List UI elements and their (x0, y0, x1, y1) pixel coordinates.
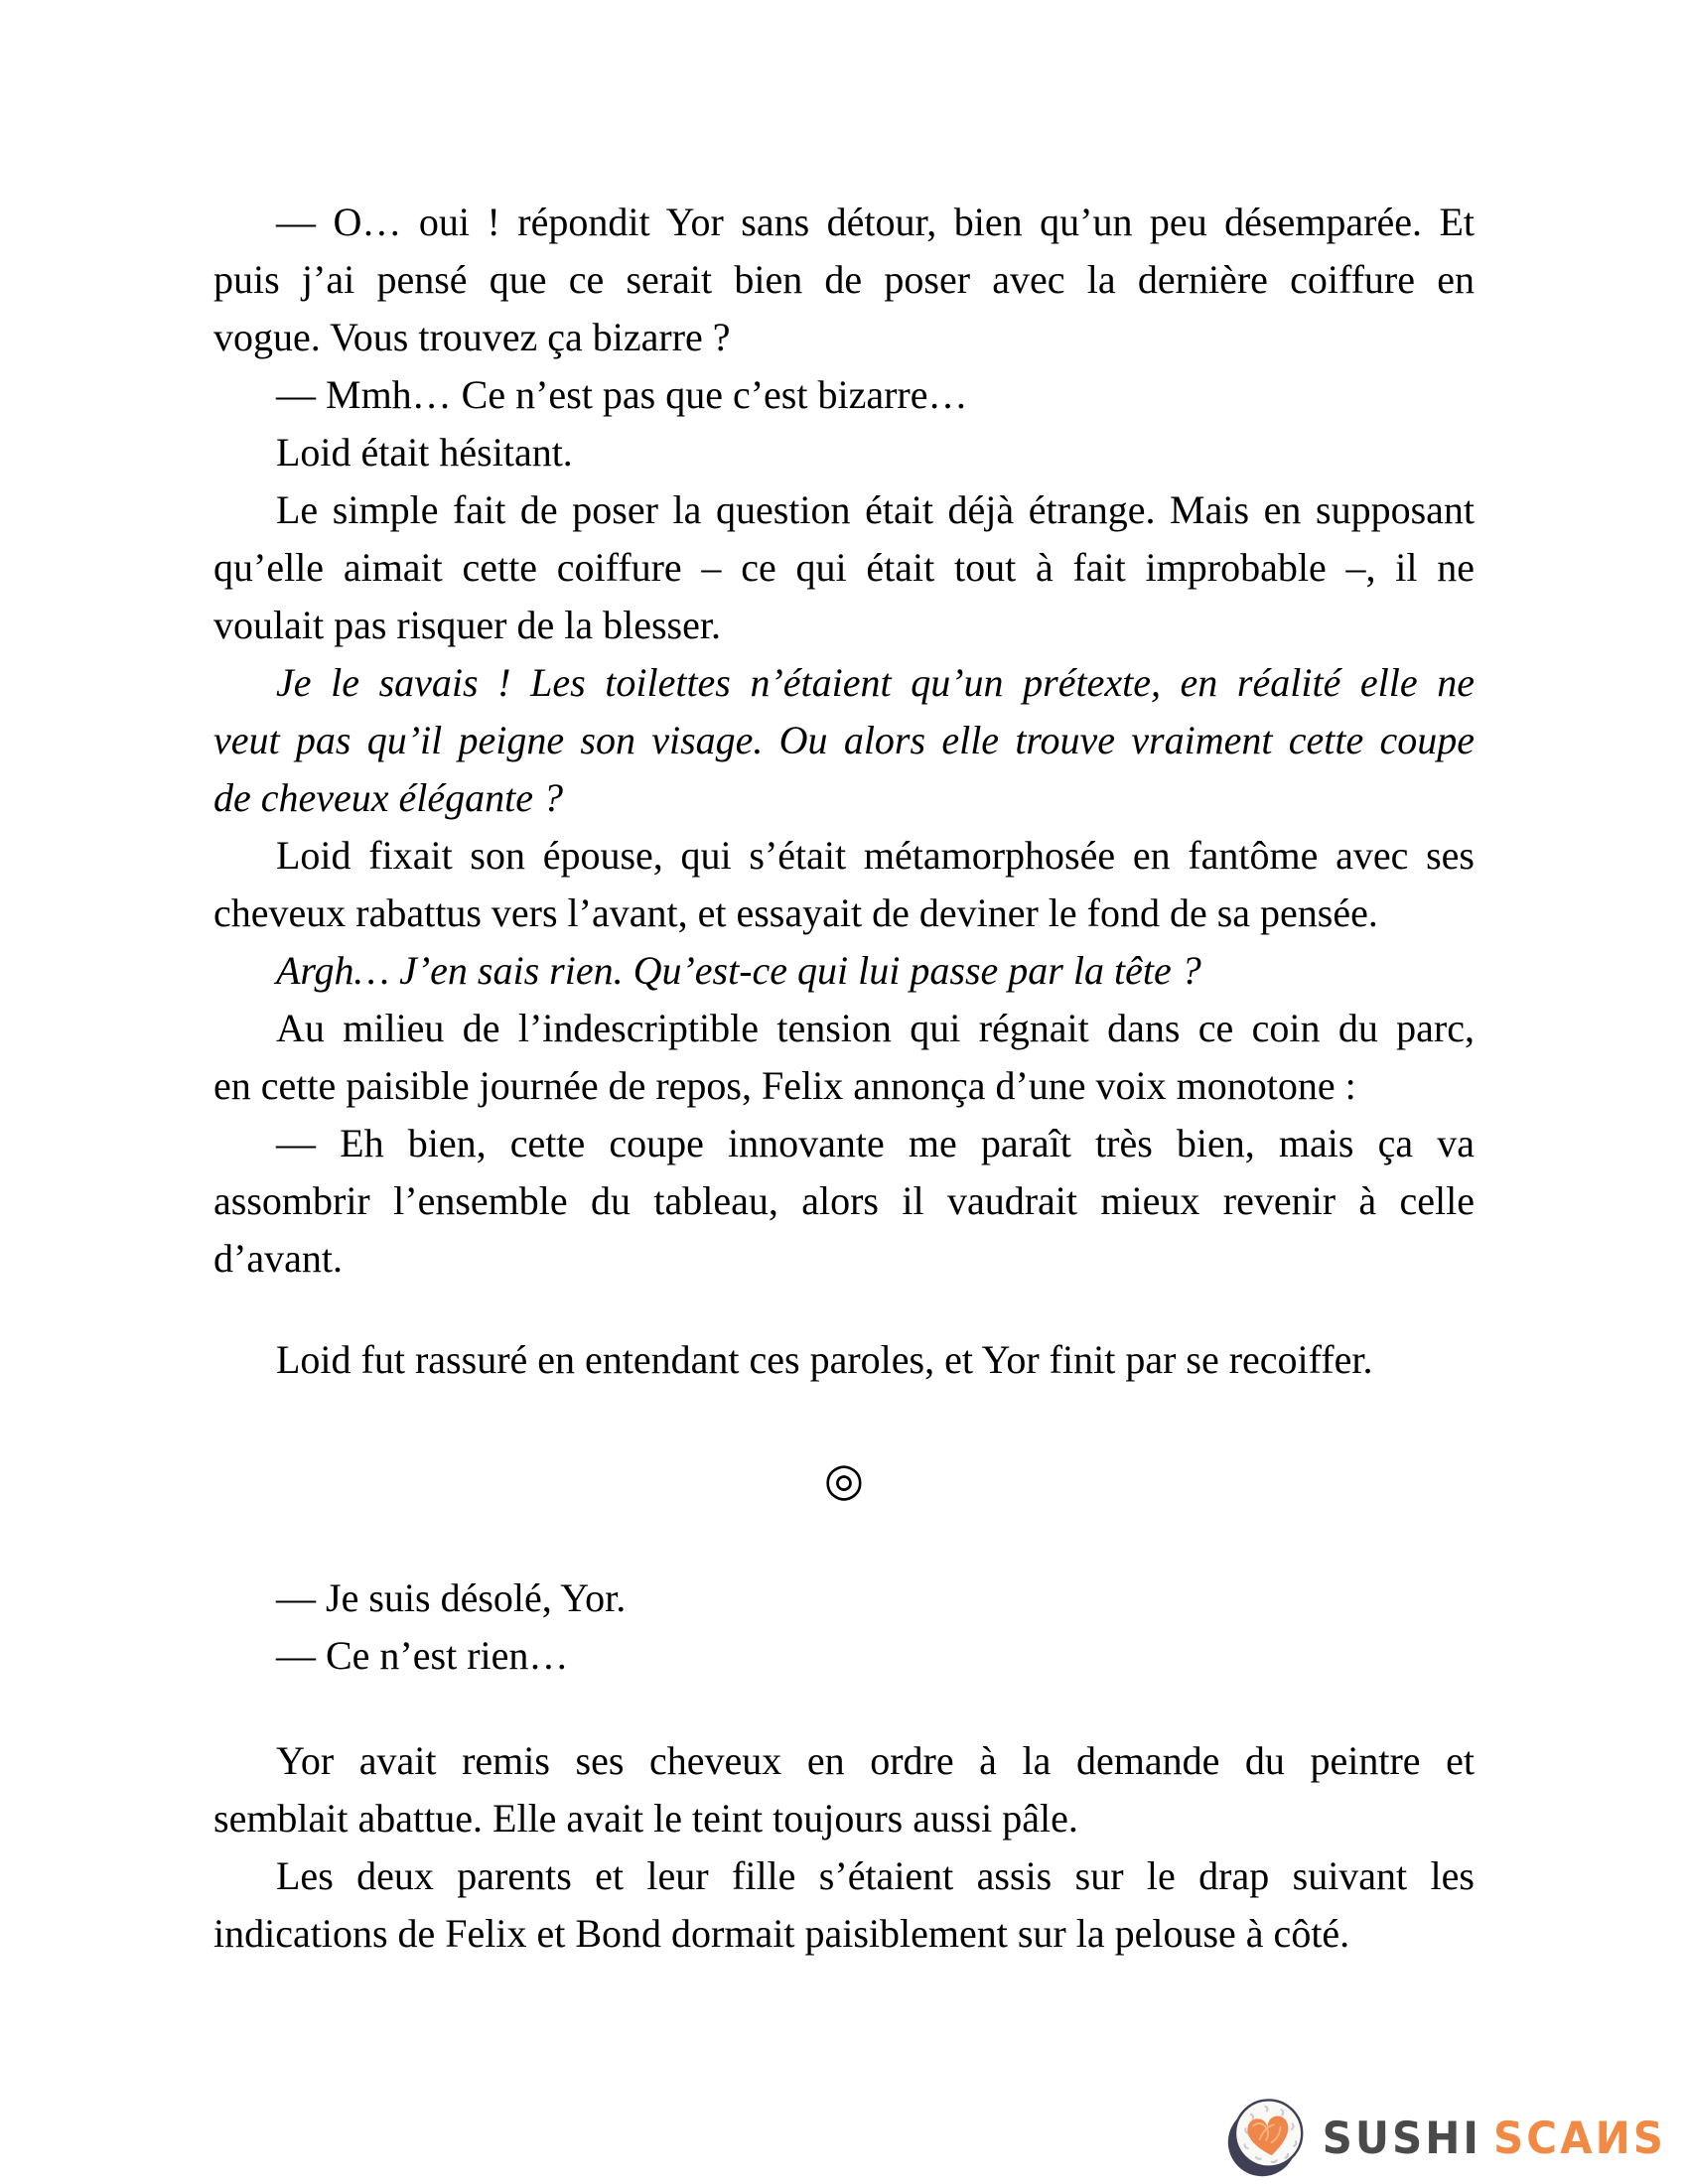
footer-logo (1227, 2097, 1666, 2178)
paragraph (213, 1732, 1475, 1847)
text-line: Loid fut rassuré en entendant ces paroles, et Yor finit par se recoiffer. (276, 1337, 1373, 1382)
text-line: — Ce n’est rien… (276, 1633, 569, 1678)
paragraph (213, 1331, 1475, 1389)
text-line: voulait pas risquer de la blesser. (213, 603, 721, 647)
paragraph (213, 424, 1475, 481)
text-line: Loid était hésitant. (276, 430, 573, 475)
text-line: d’avant. (213, 1236, 343, 1281)
scene-break (213, 1450, 1475, 1508)
text-block (213, 194, 1475, 1963)
text-line: — Je suis désolé, Yor. (276, 1575, 627, 1620)
scene-break-icon: ◎ (823, 1452, 865, 1506)
text-line: en cette paisible journée de repos, Felix annonça d’une voix monotone : (213, 1063, 1356, 1108)
text-line: cheveux rabattus vers l’avant, et essayait de deviner le fond de sa pensée. (213, 890, 1378, 935)
brand-wordmark (1323, 2112, 1666, 2163)
text-line: Le simple fait de poser la question était déjà étrange. Mais en supposant (276, 487, 1475, 532)
paragraph (213, 1115, 1475, 1288)
text-line: — Mmh… Ce n’est pas que c’est bizarre… (276, 372, 968, 417)
text-line: Les deux parents et leur fille s’étaient assis sur le drap suivant les (276, 1853, 1475, 1898)
text-line: veut pas qu’il peigne son visage. Ou alors elle trouve vraiment cette coupe (213, 718, 1475, 762)
text-line: de cheveux élégante ? (213, 775, 564, 820)
paragraph (213, 1000, 1475, 1115)
text-line: — O… oui ! répondit Yor sans détour, bien qu’un peu désemparée. Et (276, 200, 1475, 244)
text-line: Au milieu de l’indescriptible tension qui régnait dans ce coin du parc, (276, 1006, 1475, 1050)
brand-primary-text: SUSHI (1322, 2112, 1482, 2163)
text-line: Yor avait remis ses cheveux en ordre à la demande du peintre et (276, 1738, 1475, 1783)
paragraph (213, 942, 1475, 1000)
text-line: Argh… J’en sais rien. Qu’est-ce qui lui passe par la tête ? (276, 948, 1201, 993)
text-line: — Eh bien, cette coupe innovante me paraît très bien, mais ça va (276, 1121, 1475, 1165)
paragraph (213, 654, 1475, 827)
text-line: puis j’ai pensé que ce serait bien de poser avec la dernière coiffure en (213, 257, 1475, 302)
paragraph (213, 1627, 1475, 1685)
paragraph (213, 1570, 1475, 1627)
paragraph (213, 481, 1475, 654)
sushi-roll-icon (1227, 2097, 1307, 2178)
text-line: assombrir l’ensemble du tableau, alors il vaudrait mieux revenir à celle (213, 1178, 1475, 1223)
text-line: Loid fixait son épouse, qui s’était métamorphosée en fantôme avec ses (276, 833, 1475, 878)
paragraph (213, 1847, 1475, 1963)
text-line: vogue. Vous trouvez ça bizarre ? (213, 315, 731, 359)
text-line: indications de Felix et Bond dormait paisiblement sur la pelouse à côté. (213, 1911, 1350, 1956)
paragraph (213, 194, 1475, 366)
text-line: Je le savais ! Les toilettes n’étaient qu’un prétexte, en réalité elle ne (276, 660, 1475, 705)
text-line: qu’elle aimait cette coiffure – ce qui était tout à fait improbable –, il ne (213, 545, 1475, 590)
paragraph (213, 827, 1475, 942)
brand-secondary-text: SCAИS (1493, 2112, 1666, 2163)
text-line: semblait abattue. Elle avait le teint toujours aussi pâle. (213, 1796, 1078, 1841)
paragraph (213, 366, 1475, 424)
